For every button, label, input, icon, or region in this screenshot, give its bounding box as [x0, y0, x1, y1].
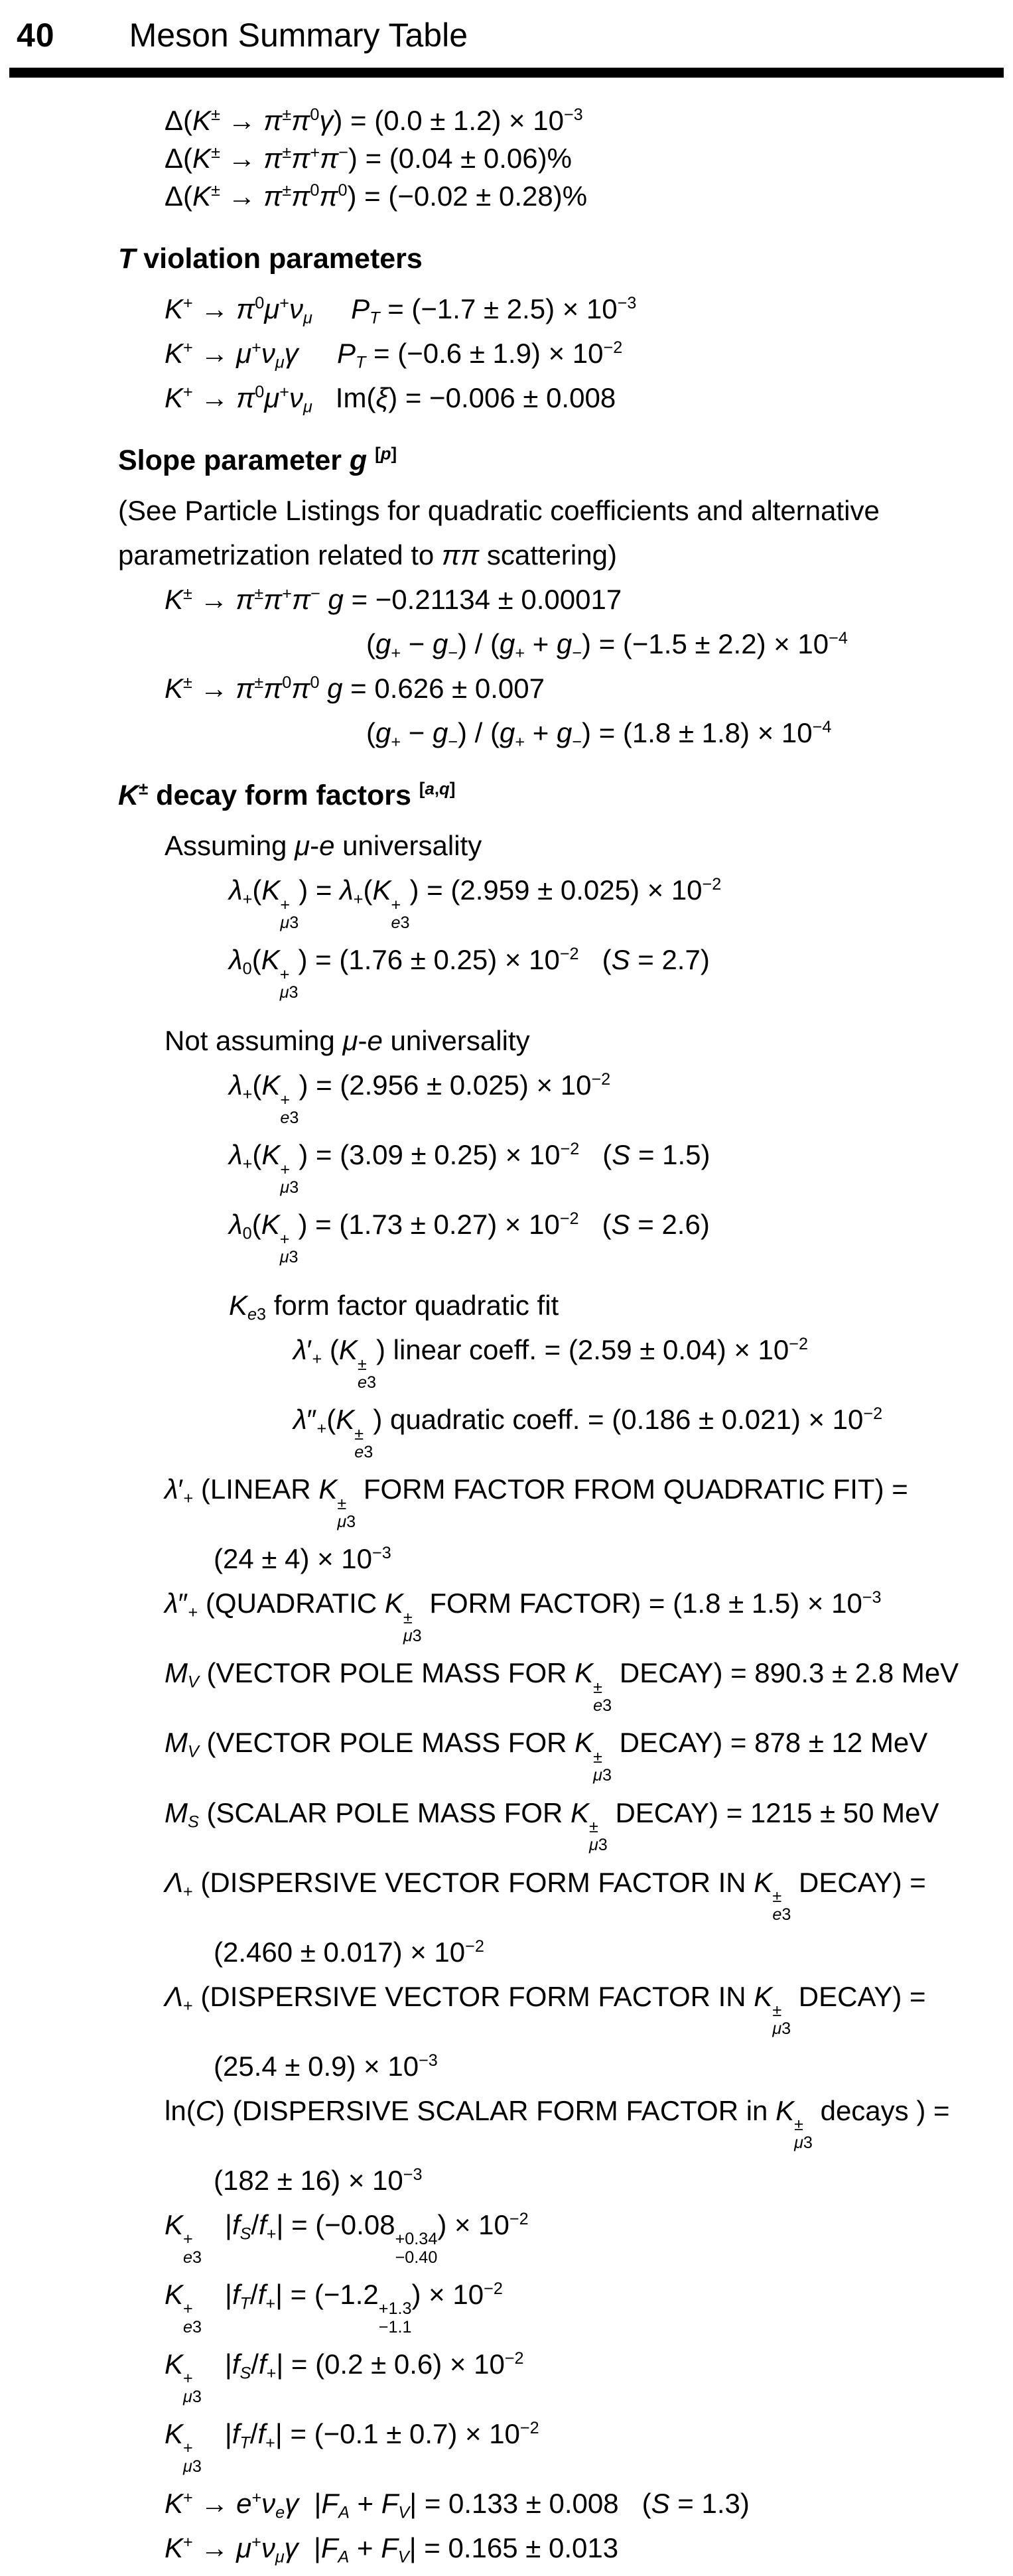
formula-line: $(2.460 \pm 0.017) \times 10^{-2}$ [214, 1936, 484, 1968]
section-heading: K± decay form factors [a,q] [118, 780, 456, 811]
formula-line: Δ(K± → π±π+π−) = (0.04 ± 0.06)% [165, 143, 572, 174]
formula-line: ln(C) (DISPERSIVE SCALAR FORM FACTOR in K ± μ3 decays ) = [165, 2094, 950, 2153]
section-heading: T violation parameters [118, 243, 423, 275]
formula-line: K + e3 $|f_S/f_+| = (-0.08$ +0.34 −0.40 ) × $10^{-2}$ [165, 2208, 529, 2267]
formula-line: $M_S$ (SCALAR POLE MASS FOR K ± μ3 DECAY) = 1215 ± 50 MeV [165, 1796, 939, 1855]
formula-line: $\lambda_+(K$ + e3 ) = $(2.956 \pm 0.025) \times 10^{-2}$ [229, 1069, 611, 1127]
formula-line: $K^\pm \to \pi^\pm\pi^0\pi^0$ g = 0.626 ± 0.007 [165, 673, 545, 704]
formula-line: $\lambda''_+(K$ ± e3 ) quadratic coeff. = $(0.186 \pm 0.021) \times 10^{-2}$ [293, 1404, 883, 1462]
formula-line: K + μ3 $|f_T/f_+| = (-0.1 \pm 0.7) \times 10^{-2}$ [165, 2417, 539, 2476]
formula-line: $M_V$ (VECTOR POLE MASS FOR K ± μ3 DECAY) = 878 ± 12 MeV [165, 1727, 928, 1785]
formula-line: $M_V$ (VECTOR POLE MASS FOR K ± e3 DECAY) = 890.3 ± 2.8 MeV [165, 1657, 959, 1716]
formula-line: Not assuming μ-e universality [165, 1025, 530, 1057]
formula-line: $\lambda_0(K$ + μ3 ) = $(1.73 \pm 0.27) \times 10^{-2}$ (S = 2.6) [229, 1209, 710, 1267]
formula-line: $K^+ \to \pi^0\mu^+\nu_\mu$ Im(ξ) = −0.006 ± 0.008 [165, 382, 616, 417]
page-number: 40 [17, 17, 55, 54]
formula-line: $\lambda''_+$ (QUADRATIC K ± μ3 FORM FACTOR) = $(1.8 \pm 1.5) \times 10^{-3}$ [165, 1588, 882, 1646]
formula-line: $\Lambda_+$ (DISPERSIVE VECTOR FORM FACTOR IN K ± e3 DECAY) = [165, 1866, 926, 1925]
page-header [0, 0, 1013, 54]
formula-line: $K^+ \to \mu^+\nu_\mu\gamma$ $|F_A + F_V| = 0.165 \pm 0.013$ [165, 2532, 619, 2567]
formula-line: $(g_+ - g_-) / (g_+ + g_-) = (1.8 \pm 1.8) \times 10^{-4}$ [366, 717, 832, 752]
formula-line: $\Lambda_+$ (DISPERSIVE VECTOR FORM FACTOR IN K ± μ3 DECAY) = [165, 1980, 926, 2039]
formula-line: $(25.4 \pm 0.9) \times 10^{-3}$ [214, 2050, 438, 2082]
formula-line: $\lambda'_+$ (LINEAR K ± μ3 FORM FACTOR FROM QUADRATIC FIT) = [165, 1473, 908, 1532]
formula-line: $(24 \pm 4) \times 10^{-3}$ [214, 1543, 391, 1575]
content-lines [0, 78, 1013, 2565]
formula-line: $(g_+ - g_-) / (g_+ + g_-) = (-1.5 \pm 2.2) \times 10^{-4}$ [366, 628, 848, 663]
note-line: (See Particle Listings for quadratic coefficients and alternative [118, 495, 880, 526]
formula-line: $(182 \pm 16) \times 10^{-3}$ [214, 2164, 423, 2196]
note-line: parametrization related to ππ scattering) [118, 539, 617, 571]
formula-line: $\lambda_+(K$ + μ3 ) = $(3.09 \pm 0.25) \times 10^{-2}$ (S = 1.5) [229, 1139, 710, 1197]
formula-line: $\lambda_0(K$ + μ3 ) = $(1.76 \pm 0.25) \times 10^{-2}$ (S = 2.7) [229, 944, 710, 1002]
header-rule [9, 68, 1004, 78]
section-heading: Slope parameter g [p] [118, 444, 397, 476]
formula-line: $\lambda'_+$ (K ± e3 ) linear coeff. = $(2.59 \pm 0.04) \times 10^{-2}$ [293, 1334, 809, 1392]
formula-line: $K^+ \to \pi^0\mu^+\nu_\mu$ $P_T = (-1.7 \pm 2.5) \times 10^{-3}$ [165, 293, 637, 328]
formula-line: K± → π±π+π− g = −0.21134 ± 0.00017 [165, 584, 622, 615]
formula-line: K + μ3 $|f_S/f_+| = (0.2 \pm 0.6) \times 10^{-2}$ [165, 2348, 524, 2406]
formula-line: $K^+ \to \mu^+\nu_\mu\gamma$ $P_T = (-0.6 \pm 1.9) \times 10^{-2}$ [165, 338, 623, 372]
formula-line: Assuming μ-e universality [165, 830, 482, 861]
formula-line: $\Delta(K^\pm \to \pi^\pm\pi^0\gamma) = (0.0 \pm 1.2) \times 10^{-3}$ [165, 105, 583, 136]
formula-line: $\lambda_+(K$ + μ3 ) = $\lambda_+(K$ + e3 ) = $(2.959 \pm 0.025) \times 10^{-2}$ [229, 874, 722, 932]
page-title: Meson Summary Table [129, 17, 468, 54]
formula-line: $K_{e3}$ form factor quadratic fit [229, 1290, 559, 1324]
formula-line: $K^+ \to e^+\nu_e\gamma$ $|F_A + F_V| = 0.133 \pm 0.008$ (S = 1.3) [165, 2487, 750, 2522]
formula-line: $\Delta(K^\pm \to \pi^\pm\pi^0\pi^0) = (-0.02 \pm 0.28)\%$ [165, 180, 588, 212]
formula-line: K + e3 $|f_T/f_+| = (-1.2$ +1.3 −1.1 ) × $10^{-2}$ [165, 2278, 503, 2337]
